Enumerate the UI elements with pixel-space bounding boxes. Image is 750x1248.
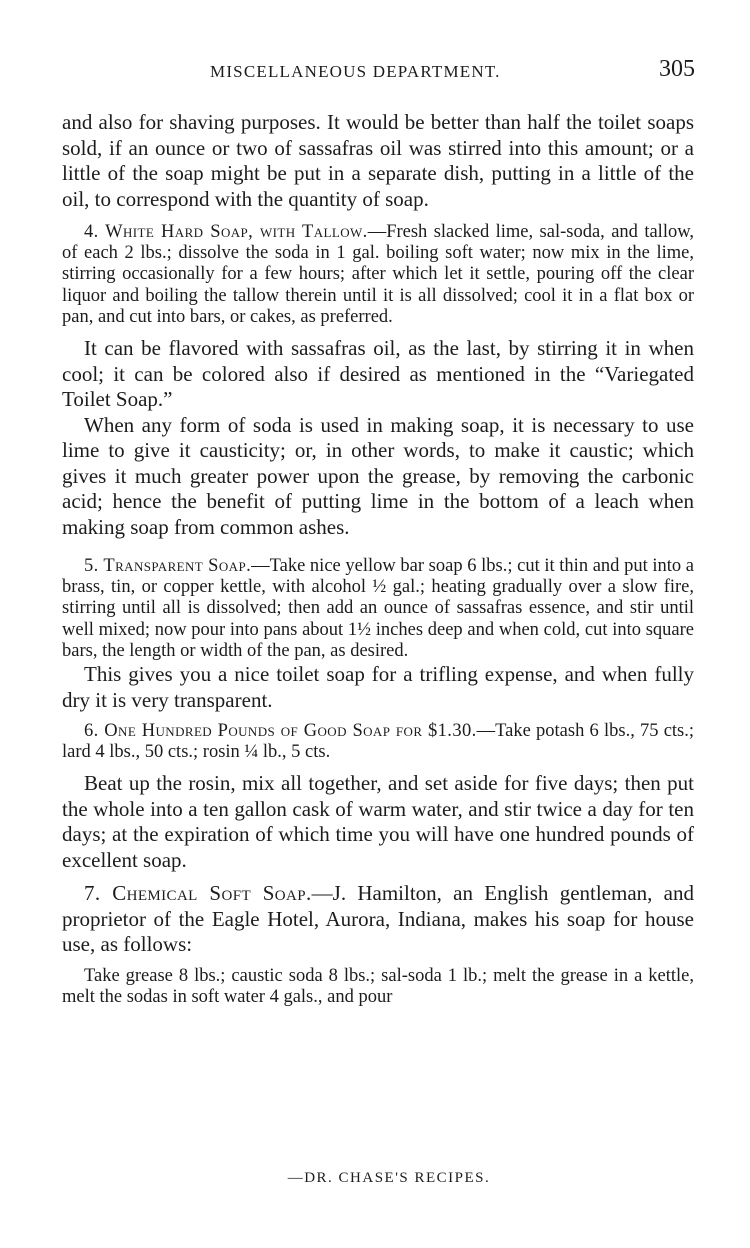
- recipe-text: —J. Hamilton, an English gentleman, and proprietor of the Eagle Hotel, Aurora, Indiana, makes his soap for house use, as follows:: [62, 881, 694, 957]
- paragraph-lime: When any form of soda is used in making soap, it is necessary to use lime to give it causticity; or, in other words, to make it caustic; which gives it much greater power upon the grease, by removing the carbonic acid; hence the benefit of putting lime in the bottom of a leach when making soap from common ashes.: [62, 412, 694, 539]
- page-body: [62, 110, 694, 1008]
- paragraph-flavoring: It can be flavored with sassafras oil, as the last, by stirring it in when cool; it can be colored also if desired as mentioned in the “Variegated Toilet Soap.”: [62, 336, 694, 412]
- recipe-heading: 5. Transparent Soap.: [84, 556, 252, 577]
- recipe-text: —Take nice yellow bar soap 6 lbs.; cut it thin and put into a brass, tin, or copper kettle, with alcohol ½ gal.; heating gradually over a slow fire, stirring until all is dissolved; then add an ounce of sassafras essence, and stir until well mixed; now pour into pans about 1½ inches deep and when cold, cut into square bars, the length or width of the pan, as desired.: [62, 556, 695, 661]
- recipe-hundred-pounds: [62, 721, 694, 763]
- recipe-transparent-soap: [62, 556, 694, 662]
- running-head: MISCELLANEOUS DEPARTMENT.: [210, 62, 501, 81]
- paragraph-toilet-soap: This gives you a nice toilet soap for a trifling expense, and when fully dry it is very transparent.: [62, 662, 694, 712]
- paragraph-rosin: Beat up the rosin, mix all together, and set aside for five days; then put the whole into a ten gallon cask of warm water, and stir twice a day for ten days; at the expiration of which time you will have one hundred pounds of excellent soap.: [62, 771, 694, 872]
- paragraph-grease: Take grease 8 lbs.; caustic soda 8 lbs.; sal-soda 1 lb.; melt the grease in a kettle, melt the sodas in soft water 4 gals., and pour: [62, 965, 694, 1008]
- recipe-text: —Fresh slacked lime, sal-soda, and tallow, of each 2 lbs.; dissolve the soda in 1 gal. boiling soft water; now mix in the lime, stirring occasionally for a few hours; after which let it settle, pouring off the clear liquor and boiling the tallow therein until it is all dissolved; cool it in a flat box or pan, and cut into bars, or cakes, as preferred.: [62, 222, 695, 327]
- recipe-heading: 7. Chemical Soft Soap.: [84, 881, 312, 906]
- recipe-heading: 6. One Hundred Pounds of Good Soap for $1.30.: [84, 721, 477, 742]
- footer-author: —DR. CHASE'S RECIPES.: [287, 1170, 491, 1186]
- paragraph-shaving: and also for shaving purposes. It would be better than half the toilet soaps sold, if an ounce or two of sassafras oil was stirred into this amount; or a little of the soap might be put in a separate dish, putting in a little of the oil, to correspond with the quantity of soap.: [62, 110, 694, 211]
- page-footer: [0, 1170, 750, 1187]
- page-header: [60, 56, 695, 90]
- recipe-text: —Take potash 6 lbs., 75 cts.; lard 4 lbs., 50 cts.; rosin ¼ lb., 5 cts.: [62, 721, 695, 763]
- recipe-white-hard-soap: [62, 222, 694, 328]
- recipe-heading: 4. White Hard Soap, with Tallow.: [84, 222, 368, 242]
- recipe-chemical-soft-soap: [62, 881, 694, 958]
- page-number: 305: [659, 56, 695, 82]
